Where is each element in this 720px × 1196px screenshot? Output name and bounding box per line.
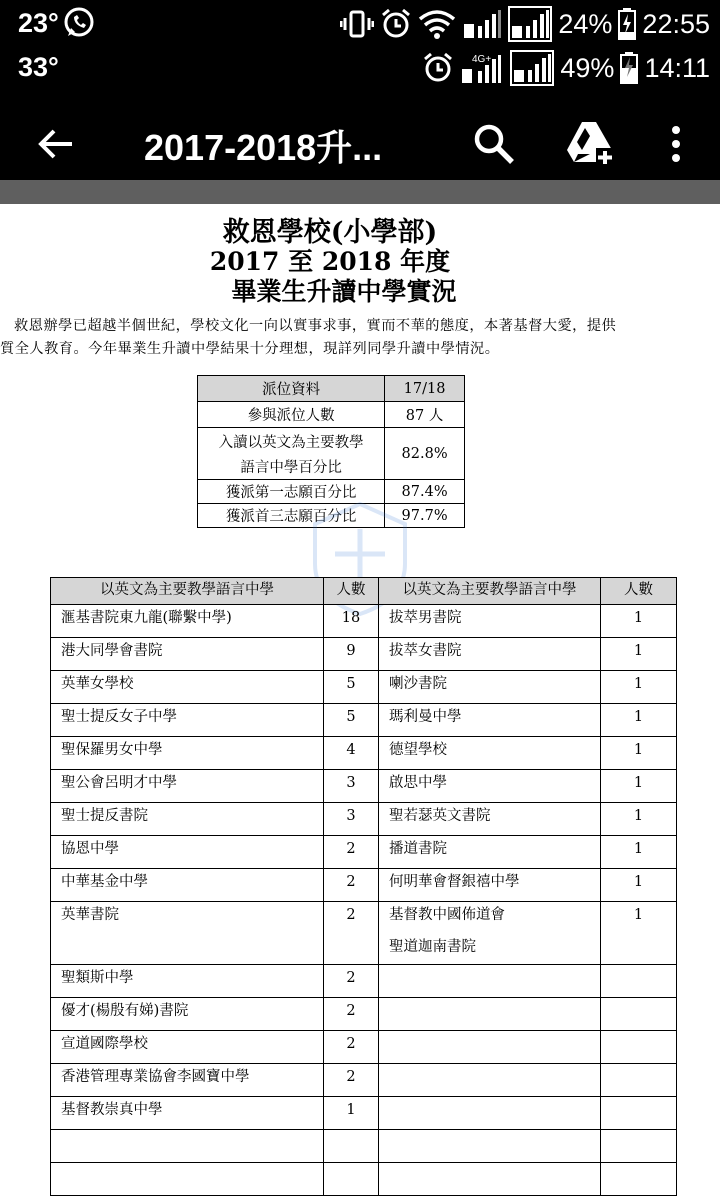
student-count: 1 xyxy=(601,902,677,965)
status-row-2 xyxy=(0,44,720,94)
intro-line1: 救恩辦學已超越半個世紀，學校文化一向以實事求事，實而不華的態度，本著基督大愛，提供 xyxy=(14,318,617,334)
school-name: 中華基金中學 xyxy=(51,869,324,902)
intro-line2: 質全人教育。今年畢業生升讀中學結果十分理想，現詳列同學升讀中學情況。 xyxy=(0,341,500,357)
header-count: 人數 xyxy=(324,578,379,605)
summary-value: 87 人 xyxy=(385,402,465,428)
status-icons-row1 xyxy=(340,6,710,42)
school-name: 聖若瑟英文書院 xyxy=(379,803,601,836)
battery-charging-icon xyxy=(618,8,636,40)
student-count: 2 xyxy=(324,998,379,1031)
student-count: 1 xyxy=(601,836,677,869)
summary-label xyxy=(198,428,385,480)
status-icons-row2 xyxy=(422,50,710,86)
school-name-line: 聖道迦南書院 xyxy=(389,939,476,955)
more-options-icon[interactable] xyxy=(662,122,690,166)
school-name xyxy=(379,1031,601,1064)
network-type: 4G+ xyxy=(472,54,492,65)
signal-sim1-icon xyxy=(462,8,502,40)
document-title: 2017-2018升... xyxy=(144,127,383,168)
clock: 22:55 xyxy=(642,8,710,39)
summary-label-line: 入讀以英文為主要教學 xyxy=(218,434,364,451)
student-count xyxy=(601,1130,677,1163)
student-count xyxy=(601,1064,677,1097)
school-name xyxy=(51,1163,324,1196)
student-count: 1 xyxy=(601,671,677,704)
weather-temp: 23° xyxy=(18,8,59,38)
school-row xyxy=(51,803,677,836)
school-row xyxy=(51,671,677,704)
vibrate-icon xyxy=(340,10,374,38)
school-row xyxy=(51,704,677,737)
student-count: 18 xyxy=(324,605,379,638)
school-row xyxy=(51,638,677,671)
student-count: 2 xyxy=(324,1031,379,1064)
back-arrow-icon[interactable] xyxy=(36,124,76,164)
summary-header-row xyxy=(198,376,465,402)
student-count xyxy=(601,1163,677,1196)
school-row xyxy=(51,1163,677,1196)
summary-label-line: 語言中學百分比 xyxy=(240,459,342,476)
summary-value: 87.4% xyxy=(385,480,465,504)
header-school: 以英文為主要教學語言中學 xyxy=(379,578,601,605)
school-name: 啟思中學 xyxy=(379,770,601,803)
school-row xyxy=(51,965,677,998)
signal-4g-icon xyxy=(460,51,504,85)
summary-value: 82.8% xyxy=(385,428,465,480)
school-name xyxy=(379,998,601,1031)
page-divider-bar xyxy=(0,180,720,204)
school-name: 港大同學會書院 xyxy=(51,638,324,671)
student-count: 2 xyxy=(324,965,379,998)
school-name: 德望學校 xyxy=(379,737,601,770)
student-count: 3 xyxy=(324,803,379,836)
doc-title-line2: 2017 至 2018 年度 xyxy=(209,247,451,276)
school-name: 聖士提反女子中學 xyxy=(51,704,324,737)
school-row xyxy=(51,605,677,638)
whatsapp-icon xyxy=(62,6,96,40)
school-row xyxy=(51,869,677,902)
school-name xyxy=(379,965,601,998)
summary-label: 參與派位人數 xyxy=(198,402,385,428)
clock: 14:11 xyxy=(644,52,710,83)
school-name xyxy=(51,1130,324,1163)
school-name-line: 基督教中國佈道會 xyxy=(389,907,505,923)
school-name xyxy=(379,1130,601,1163)
summary-label: 獲派首三志願百分比 xyxy=(198,504,385,528)
student-count: 2 xyxy=(324,869,379,902)
alarm-icon xyxy=(422,52,454,84)
summary-header-cell: 派位資料 xyxy=(198,376,385,402)
add-to-drive-icon[interactable] xyxy=(566,120,614,166)
student-count: 1 xyxy=(601,770,677,803)
summary-row xyxy=(198,402,465,428)
schools-header-row xyxy=(51,578,677,605)
school-name xyxy=(379,1064,601,1097)
school-name xyxy=(379,1097,601,1130)
doc-title-line1: 救恩學校(小學部) xyxy=(222,217,438,248)
school-row xyxy=(51,1130,677,1163)
summary-value: 97.7% xyxy=(385,504,465,528)
header-count: 人數 xyxy=(601,578,677,605)
school-row xyxy=(51,770,677,803)
battery-percent: 24% xyxy=(558,8,613,39)
school-name: 何明華會督銀禧中學 xyxy=(379,869,601,902)
school-name: 香港管理專業協會李國寶中學 xyxy=(51,1064,324,1097)
status-bar xyxy=(0,0,720,104)
student-count xyxy=(601,998,677,1031)
summary-label: 獲派第一志願百分比 xyxy=(198,480,385,504)
student-count: 5 xyxy=(324,704,379,737)
school-name: 拔萃男書院 xyxy=(379,605,601,638)
student-count: 3 xyxy=(324,770,379,803)
student-count: 9 xyxy=(324,638,379,671)
student-count xyxy=(601,1031,677,1064)
weather-temp: 33° xyxy=(18,52,59,82)
school-name: 拔萃女書院 xyxy=(379,638,601,671)
student-count xyxy=(324,1130,379,1163)
student-count: 1 xyxy=(601,605,677,638)
school-row xyxy=(51,998,677,1031)
search-icon[interactable] xyxy=(472,122,516,166)
school-name: 聖類斯中學 xyxy=(51,965,324,998)
student-count: 4 xyxy=(324,737,379,770)
student-count: 5 xyxy=(324,671,379,704)
school-name: 滙基書院東九龍(聯繫中學) xyxy=(51,605,324,638)
school-name: 聖公會呂明才中學 xyxy=(51,770,324,803)
battery-percent: 49% xyxy=(560,52,615,83)
wifi-icon xyxy=(418,9,456,39)
school-name: 聖士提反書院 xyxy=(51,803,324,836)
school-name: 宣道國際學校 xyxy=(51,1031,324,1064)
header-school: 以英文為主要教學語言中學 xyxy=(51,578,324,605)
school-row xyxy=(51,902,677,965)
student-count xyxy=(601,1097,677,1130)
student-count: 1 xyxy=(601,638,677,671)
school-row xyxy=(51,836,677,869)
student-count: 2 xyxy=(324,836,379,869)
student-count xyxy=(324,1163,379,1196)
school-name: 播道書院 xyxy=(379,836,601,869)
student-count: 1 xyxy=(601,737,677,770)
summary-row xyxy=(198,428,465,480)
school-name: 優才(楊殷有娣)書院 xyxy=(51,998,324,1031)
pdf-page[interactable] xyxy=(0,204,720,1196)
student-count: 1 xyxy=(601,704,677,737)
school-name xyxy=(379,1163,601,1196)
student-count: 2 xyxy=(324,902,379,965)
school-name: 聖保羅男女中學 xyxy=(51,737,324,770)
alarm-icon xyxy=(380,8,412,40)
signal-sim2-icon xyxy=(510,50,554,86)
student-count: 2 xyxy=(324,1064,379,1097)
school-name: 協恩中學 xyxy=(51,836,324,869)
school-name: 英華書院 xyxy=(51,902,324,965)
school-name: 瑪利曼中學 xyxy=(379,704,601,737)
student-count: 1 xyxy=(324,1097,379,1130)
summary-header-cell: 17/18 xyxy=(385,376,465,402)
student-count: 1 xyxy=(601,803,677,836)
status-row-1 xyxy=(0,0,720,50)
doc-title-line3: 畢業生升讀中學實況 xyxy=(231,277,457,306)
app-toolbar xyxy=(0,104,720,180)
school-name: 喇沙書院 xyxy=(379,671,601,704)
school-row xyxy=(51,1031,677,1064)
school-row xyxy=(51,737,677,770)
school-name xyxy=(379,902,601,965)
schools-table xyxy=(50,577,677,1196)
battery-charging-icon xyxy=(620,52,638,84)
student-count xyxy=(601,965,677,998)
school-row xyxy=(51,1064,677,1097)
student-count: 1 xyxy=(601,869,677,902)
school-row xyxy=(51,1097,677,1130)
school-name: 英華女學校 xyxy=(51,671,324,704)
signal-sim2-icon xyxy=(508,6,552,42)
school-name: 基督教崇真中學 xyxy=(51,1097,324,1130)
